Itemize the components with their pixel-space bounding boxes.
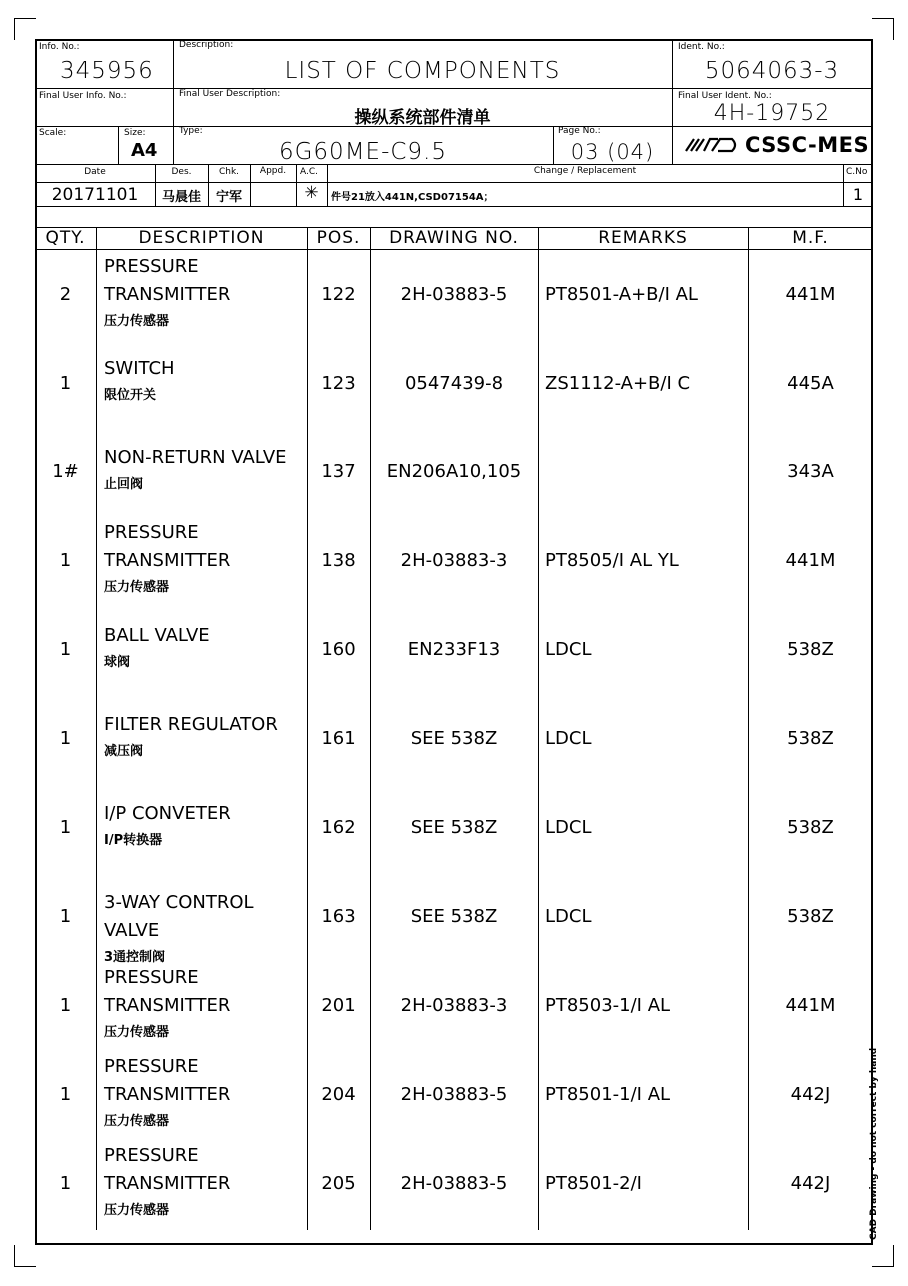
size-label: Size: [124, 128, 146, 138]
remarks: PT8503-1/I AL [545, 995, 671, 1016]
mf: 442J [790, 1084, 831, 1105]
qty: 1# [52, 461, 79, 482]
pos: 204 [321, 1084, 356, 1105]
drawing-no: EN233F13 [407, 639, 501, 660]
corner-mark [14, 18, 36, 19]
qty: 1 [59, 995, 72, 1016]
qty: 1 [59, 906, 72, 927]
description: 3-WAY CONTROL VALVE 3通控制阀 [104, 892, 254, 965]
corner-mark [872, 1266, 894, 1267]
mf: 441M [785, 995, 836, 1016]
remarks: LDCL [545, 906, 592, 927]
drawing-no: 0547439-8 [404, 373, 504, 394]
ident-no: 5064063-3 [704, 58, 840, 84]
description: PRESSURE TRANSMITTER 压力传感器 [104, 1056, 231, 1129]
description: SWITCH 限位开关 [104, 358, 175, 403]
header-remarks: REMARKS [598, 228, 688, 248]
mf: 441M [785, 550, 836, 571]
qty: 1 [59, 1173, 72, 1194]
approved-label: Appd. [259, 166, 287, 176]
mf: 445A [787, 373, 834, 394]
description: PRESSURE TRANSMITTER 压力传感器 [104, 522, 231, 595]
ident-no-label: Ident. No.: [678, 42, 725, 52]
final-user-description: 操纵系统部件清单 [354, 108, 491, 128]
document-title: LIST OF COMPONENTS [284, 58, 561, 84]
final-user-ident-label: Final User Ident. No.: [678, 91, 772, 101]
description: FILTER REGULATOR 减压阀 [104, 714, 278, 759]
remarks: LDCL [545, 728, 592, 749]
change-label: Change / Replacement [533, 166, 637, 176]
mf: 538Z [787, 906, 834, 927]
corner-mark [872, 18, 894, 19]
header-mf: M.F. [792, 228, 829, 248]
pos: 122 [321, 284, 356, 305]
mf: 343A [787, 461, 834, 482]
drawing-no: 2H-03883-5 [400, 1173, 508, 1194]
drawing-no: SEE 538Z [410, 906, 498, 927]
scale-label: Scale: [39, 128, 67, 138]
corner-mark [893, 18, 894, 40]
qty: 2 [59, 284, 72, 305]
qty: 1 [59, 817, 72, 838]
remarks: PT8501-2/I [545, 1173, 642, 1194]
pos: 205 [321, 1173, 356, 1194]
final-user-info-label: Final User Info. No.: [39, 91, 127, 101]
description: I/P CONVETER I/P转换器 [104, 803, 231, 848]
change-text: 件号21放入441N,CSD07154A； [331, 192, 494, 203]
remarks: PT8501-A+B/I AL [545, 284, 698, 305]
mf: 538Z [787, 817, 834, 838]
description-label: Description: [179, 40, 234, 50]
remarks: LDCL [545, 639, 592, 660]
description: PRESSURE TRANSMITTER 压力传感器 [104, 256, 231, 329]
pos: 160 [321, 639, 356, 660]
description: BALL VALVE 球阀 [104, 625, 210, 670]
qty: 1 [59, 1084, 72, 1105]
header-qty: QTY. [45, 228, 86, 248]
final-user-ident: 4H-19752 [713, 101, 831, 126]
qty: 1 [59, 373, 72, 394]
type-label: Type: [179, 126, 203, 136]
paper-size: A4 [131, 140, 158, 161]
corner-mark [14, 1245, 15, 1267]
page-no: 03 (04) [570, 140, 655, 164]
page-no-label: Page No.: [558, 126, 601, 136]
date-label: Date [84, 167, 106, 177]
pos: 162 [321, 817, 356, 838]
corner-mark [893, 1245, 894, 1267]
company-logo-icon [682, 135, 740, 159]
pos: 163 [321, 906, 356, 927]
designer-label: Des. [171, 167, 192, 177]
header-description: DESCRIPTION [138, 228, 265, 248]
drawing-no: 2H-03883-3 [400, 995, 508, 1016]
ac-mark: ✳ [304, 183, 319, 203]
info-no-label: Info. No.: [39, 42, 80, 52]
designer: 马晨佳 [161, 190, 201, 205]
pos: 137 [321, 461, 356, 482]
drawing-no: EN206A10,105 [386, 461, 522, 482]
description: NON-RETURN VALVE 止回阀 [104, 447, 287, 492]
description: PRESSURE TRANSMITTER 压力传感器 [104, 967, 231, 1040]
qty: 1 [59, 728, 72, 749]
info-no: 345956 [60, 58, 154, 84]
revision-date: 20171101 [51, 185, 139, 205]
mf: 538Z [787, 639, 834, 660]
checker-label: Chk. [218, 167, 240, 177]
drawing-no: 2H-03883-3 [400, 550, 508, 571]
pos: 201 [321, 995, 356, 1016]
description: PRESSURE TRANSMITTER 压力传感器 [104, 1145, 231, 1218]
corner-mark [14, 18, 15, 40]
company-name: CSSC-MES [745, 133, 870, 157]
checker: 宁军 [215, 190, 242, 205]
qty: 1 [59, 639, 72, 660]
side-note: CAD Drawing - do not correct by hand [869, 1047, 879, 1240]
header-pos: POS. [316, 228, 361, 248]
mf: 441M [785, 284, 836, 305]
header-drawing-no: DRAWING NO. [389, 228, 519, 248]
qty: 1 [59, 550, 72, 571]
remarks: PT8505/I AL YL [545, 550, 679, 571]
mf: 538Z [787, 728, 834, 749]
pos: 161 [321, 728, 356, 749]
remarks: LDCL [545, 817, 592, 838]
drawing-no: SEE 538Z [410, 728, 498, 749]
drawing-no: 2H-03883-5 [400, 1084, 508, 1105]
engine-type: 6G60ME-C9.5 [278, 139, 448, 165]
final-user-desc-label: Final User Description: [179, 89, 281, 99]
mf: 442J [790, 1173, 831, 1194]
change-number: 1 [852, 185, 864, 204]
drawing-no: 2H-03883-5 [400, 284, 508, 305]
corner-mark [14, 1266, 36, 1267]
drawing-no: SEE 538Z [410, 817, 498, 838]
ac-label: A.C. [300, 167, 319, 177]
remarks: ZS1112-A+B/I C [545, 373, 691, 394]
remarks: PT8501-1/I AL [545, 1084, 671, 1105]
pos: 123 [321, 373, 356, 394]
pos: 138 [321, 550, 356, 571]
cno-label: C.No [846, 167, 868, 177]
